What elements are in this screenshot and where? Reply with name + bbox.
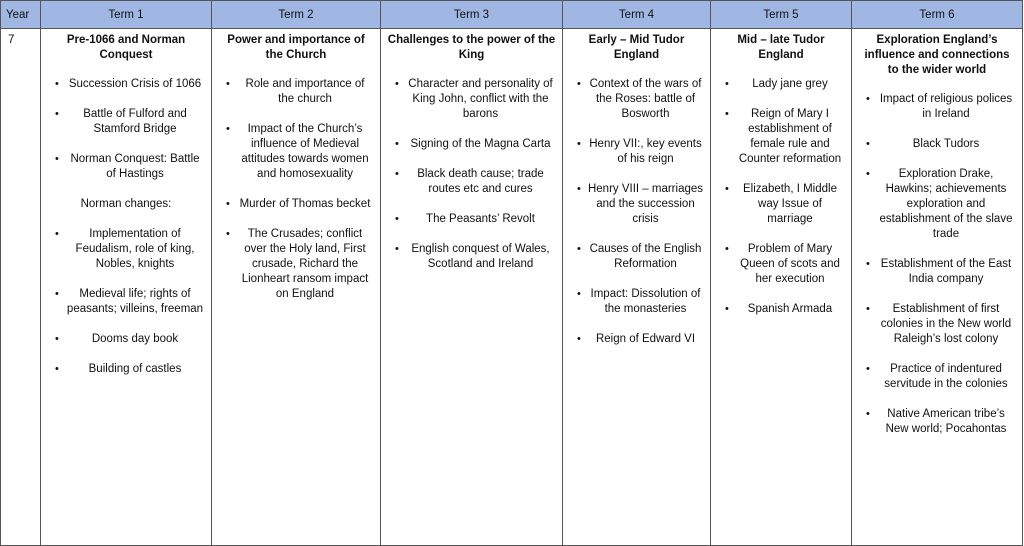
header-row xyxy=(1,1,1023,29)
topic-list xyxy=(569,77,704,347)
header-term-5: Term 5 xyxy=(711,1,852,29)
topic-item: • Problem of Mary Queen of scots and her execution xyxy=(717,242,845,287)
topic-item: • Black death cause; trade routes etc and cures xyxy=(387,167,556,197)
header-term-6: Term 6 xyxy=(852,1,1023,29)
topic-item: • Succession Crisis of 1066 xyxy=(47,77,205,92)
topic-item: • Establishment of the East India company xyxy=(858,257,1016,287)
topic-item: • Practice of indentured servitude in the colonies xyxy=(858,362,1016,392)
topic-item: • Exploration Drake, Hawkins; achievements exploration and establishment of the slave trade xyxy=(858,167,1016,242)
term-title: Power and importance of the Church xyxy=(227,34,365,61)
topic-item: • The Peasants’ Revolt xyxy=(387,212,556,227)
topic-item: • Context of the wars of the Roses: battle of Bosworth xyxy=(569,77,704,122)
year-7-row xyxy=(1,29,1023,546)
term-2-cell xyxy=(212,29,381,546)
topic-item: • Reign of Edward VI xyxy=(569,332,704,347)
topic-item: • Norman Conquest: Battle of Hastings xyxy=(47,152,205,182)
header-term-4: Term 4 xyxy=(563,1,711,29)
topic-item: • Impact of religious polices in Ireland xyxy=(858,92,1016,122)
term-1-cell xyxy=(41,29,212,546)
term-title: Challenges to the power of the King xyxy=(387,34,556,61)
topic-item: • Role and importance of the church xyxy=(218,77,374,107)
topic-list xyxy=(858,92,1016,437)
topic-list xyxy=(387,77,556,272)
topic-item: • Impact of the Church’s influence of Medieval attitudes towards women and homosexuality xyxy=(218,122,374,182)
topic-item: • The Crusades; conflict over the Holy land, First crusade, Richard the Lionheart ransom impact on England xyxy=(218,227,374,302)
term-title: Pre-1066 and Norman Conquest xyxy=(66,34,186,61)
topic-item: • Spanish Armada xyxy=(717,302,845,317)
topic-item: • Character and personality of King John, conflict with the barons xyxy=(387,77,556,122)
topic-item: • Native American tribe’s New world; Pocahontas xyxy=(858,407,1016,437)
topic-item: • Impact: Dissolution of the monasteries xyxy=(569,287,704,317)
topic-item: • Establishment of first colonies in the New world Raleigh’s lost colony xyxy=(858,302,1016,347)
header-year: Year xyxy=(1,1,41,29)
topic-item: • English conquest of Wales, Scotland and Ireland xyxy=(387,242,556,272)
topic-item: • Signing of the Magna Carta xyxy=(387,137,556,152)
topic-item: • Elizabeth, I Middle way Issue of marriage xyxy=(717,182,845,227)
topic-item: Norman changes: xyxy=(80,198,172,210)
header-term-1: Term 1 xyxy=(41,1,212,29)
year-cell: 7 xyxy=(1,29,41,546)
term-title: Mid – late Tudor England xyxy=(737,34,825,61)
term-5-cell xyxy=(711,29,852,546)
topic-item: • Dooms day book xyxy=(47,332,205,347)
term-6-cell xyxy=(852,29,1023,546)
term-3-cell xyxy=(381,29,563,546)
topic-item: • Medieval life; rights of peasants; villeins, freeman xyxy=(47,287,205,317)
topic-list xyxy=(47,77,205,377)
term-title: Exploration England’s influence and connections to the wider world xyxy=(864,34,1010,76)
topic-item: • Battle of Fulford and Stamford Bridge xyxy=(47,107,205,137)
header-term-2: Term 2 xyxy=(212,1,381,29)
topic-list xyxy=(218,77,374,302)
topic-item: • Henry VII:, key events of his reign xyxy=(569,137,704,167)
topic-item: • Murder of Thomas becket xyxy=(218,197,374,212)
topic-item: • Reign of Mary I establishment of female rule and Counter reformation xyxy=(717,107,845,167)
topic-list xyxy=(717,77,845,317)
topic-item: • Lady jane grey xyxy=(717,77,845,92)
topic-item: • Causes of the English Reformation xyxy=(569,242,704,272)
header-term-3: Term 3 xyxy=(381,1,563,29)
term-4-cell xyxy=(563,29,711,546)
topic-item: • Building of castles xyxy=(47,362,205,377)
topic-item: • Implementation of Feudalism, role of king, Nobles, knights xyxy=(47,227,205,272)
topic-item: • Black Tudors xyxy=(858,137,1016,152)
term-title: Early – Mid Tudor England xyxy=(588,34,685,61)
topic-item: • Henry VIII – marriages and the succession crisis xyxy=(569,182,704,227)
